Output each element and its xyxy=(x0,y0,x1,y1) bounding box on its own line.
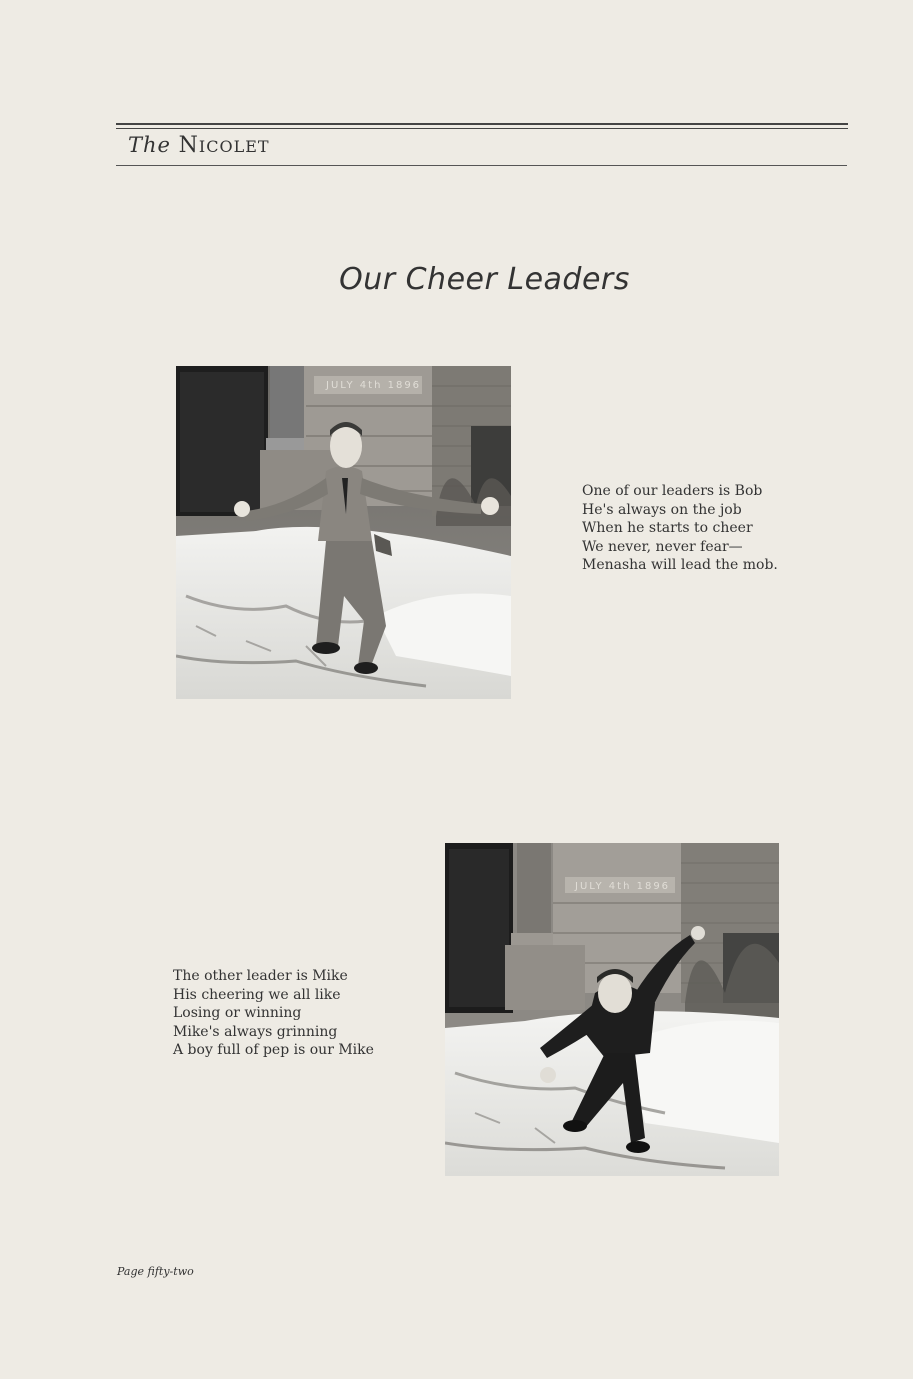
photo-mike xyxy=(445,843,779,1176)
verse-mike-line: The other leader is Mike xyxy=(173,968,348,984)
verse-mike-line: Mike's always grinning xyxy=(173,1023,338,1040)
verse-bob-line: He's always on the job xyxy=(582,501,742,518)
photo-mike-inscription: JULY 4th 1896 xyxy=(575,881,671,892)
verse-bob-line: Menasha will lead the mob. xyxy=(582,557,778,573)
header-rule-bottom xyxy=(116,165,847,166)
header-the: The xyxy=(128,133,171,157)
verse-mike-line: A boy full of pep is our Mike xyxy=(173,1042,374,1058)
verse-bob-line: One of our leaders is Bob xyxy=(582,483,763,499)
page-number: Page fifty-two xyxy=(117,1265,194,1278)
verse-bob xyxy=(582,482,778,575)
running-header xyxy=(128,133,270,158)
photo-bob-image xyxy=(176,366,511,699)
verse-mike xyxy=(173,967,374,1060)
verse-bob-line: We never, never fear— xyxy=(582,538,743,555)
header-rule-top xyxy=(116,123,848,125)
verse-bob-line: When he starts to cheer xyxy=(582,520,753,536)
photo-mike-image xyxy=(445,843,779,1176)
header-nicolet-initial: N xyxy=(178,133,199,158)
verse-mike-line: Losing or winning xyxy=(173,1005,302,1021)
verse-mike-line: His cheering we all like xyxy=(173,986,341,1003)
photo-bob xyxy=(176,366,511,699)
page-title: Our Cheer Leaders xyxy=(339,262,630,297)
header-rule-top-thin xyxy=(116,128,848,129)
header-nicolet-rest: ICOLET xyxy=(198,137,270,156)
photo-bob-inscription: JULY 4th 1896 xyxy=(326,380,422,391)
